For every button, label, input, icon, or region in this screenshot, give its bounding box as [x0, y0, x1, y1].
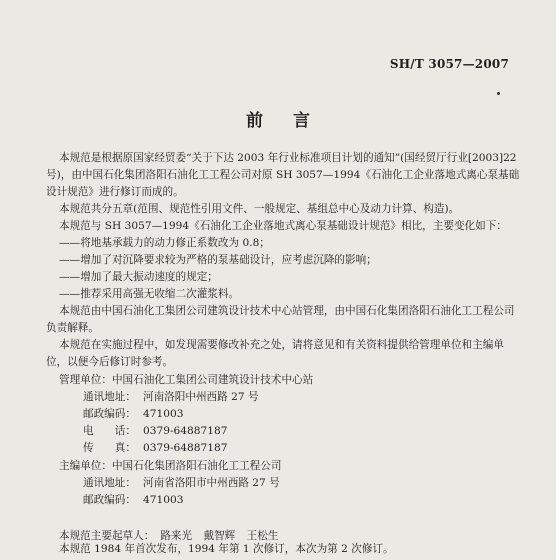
management-fax-line	[46, 440, 520, 457]
chapters-paragraph: 本规范共分五章(范围、规范性引用文件、一般规定、基组总中心及动力计算、构造)。	[59, 203, 460, 215]
phone-value: 0379-64887187	[143, 425, 228, 437]
page-title: 前言	[246, 111, 340, 131]
changes-list	[46, 235, 520, 303]
document-body	[46, 150, 520, 545]
intro-paragraph: 本规范是根据原国家经贸委“关于下达 2003 年行业标准项目计划的通知”(国经贸厅行业[2003]22号)，由中国石化集团洛阳石油化工工程公司对原 SH 3057—1994《石油化工企业落地式离心泵基础设计规范》进行修订而成的。	[46, 152, 520, 198]
management-unit-name: 中国石油化工集团公司建筑设计技术中心站	[111, 374, 314, 386]
management-postcode-line	[46, 406, 520, 423]
postcode-label: 邮政编码：	[83, 494, 136, 506]
list-item: ——增加了最大振动速度的规定；	[59, 271, 218, 283]
address-value: 河南省洛阳市中州西路 27 号	[143, 477, 280, 489]
scan-speck	[497, 92, 500, 95]
postcode-label: 邮政编码：	[83, 408, 136, 420]
address-label: 通讯地址：	[83, 477, 136, 489]
chief-editor-address-line	[46, 475, 520, 492]
chief-editor-postcode-line	[46, 492, 520, 509]
standard-code: SH/T 3057—2007	[389, 57, 509, 71]
postcode-value: 471003	[143, 408, 184, 420]
drafters-names: 路来光 戴智辉 王松生	[160, 530, 279, 542]
list-item: ——增加了对沉降要求较为严格的泵基础设计，应考虑沉降的影响；	[59, 254, 377, 266]
management-paragraph: 本规范由中国石油化工集团公司建筑设计技术中心站管理，由中国石化集团洛阳石油化工工程公司负责解释。	[46, 305, 515, 334]
management-unit-label: 管理单位：	[59, 374, 112, 386]
chief-editor-unit-block	[46, 458, 520, 509]
fax-value: 0379-64887187	[143, 442, 228, 454]
management-phone-line	[46, 423, 520, 440]
management-address-line	[46, 389, 520, 406]
feedback-paragraph: 本规范在实施过程中，如发现需要修改补充之处，请将意见和有关资料提供给管理单位和主编单位，以便今后修订时参考。	[46, 339, 504, 368]
fax-label: 传 真：	[83, 442, 136, 454]
postcode-value: 471003	[143, 494, 184, 506]
address-value: 河南洛阳中州西路 27 号	[143, 391, 259, 403]
address-label: 通讯地址：	[83, 391, 136, 403]
chief-editor-unit-line	[46, 458, 520, 475]
footer-note: 本规范 1984 年首次发布，1994 年第 1 次修订，本次为第 2 次修订。	[59, 543, 394, 555]
list-item: ——推荐采用高强无收缩二次灌浆料。	[59, 288, 240, 300]
management-unit-line	[46, 372, 520, 389]
chief-editor-unit-name: 中国石化集团洛阳石油化工工程公司	[111, 460, 282, 472]
list-item: ——将地基承载力的动力修正系数改为 0.8；	[59, 237, 270, 249]
chief-editor-unit-label: 主编单位：	[59, 460, 112, 472]
management-unit-block	[46, 372, 520, 457]
phone-label: 电 话：	[83, 425, 136, 437]
changes-intro: 本规范与 SH 3057—1994《石油化工企业落地式离心泵基础设计规范》相比，主要变化如下：	[59, 220, 507, 232]
drafters-label: 本规范主要起草人：	[59, 530, 155, 542]
